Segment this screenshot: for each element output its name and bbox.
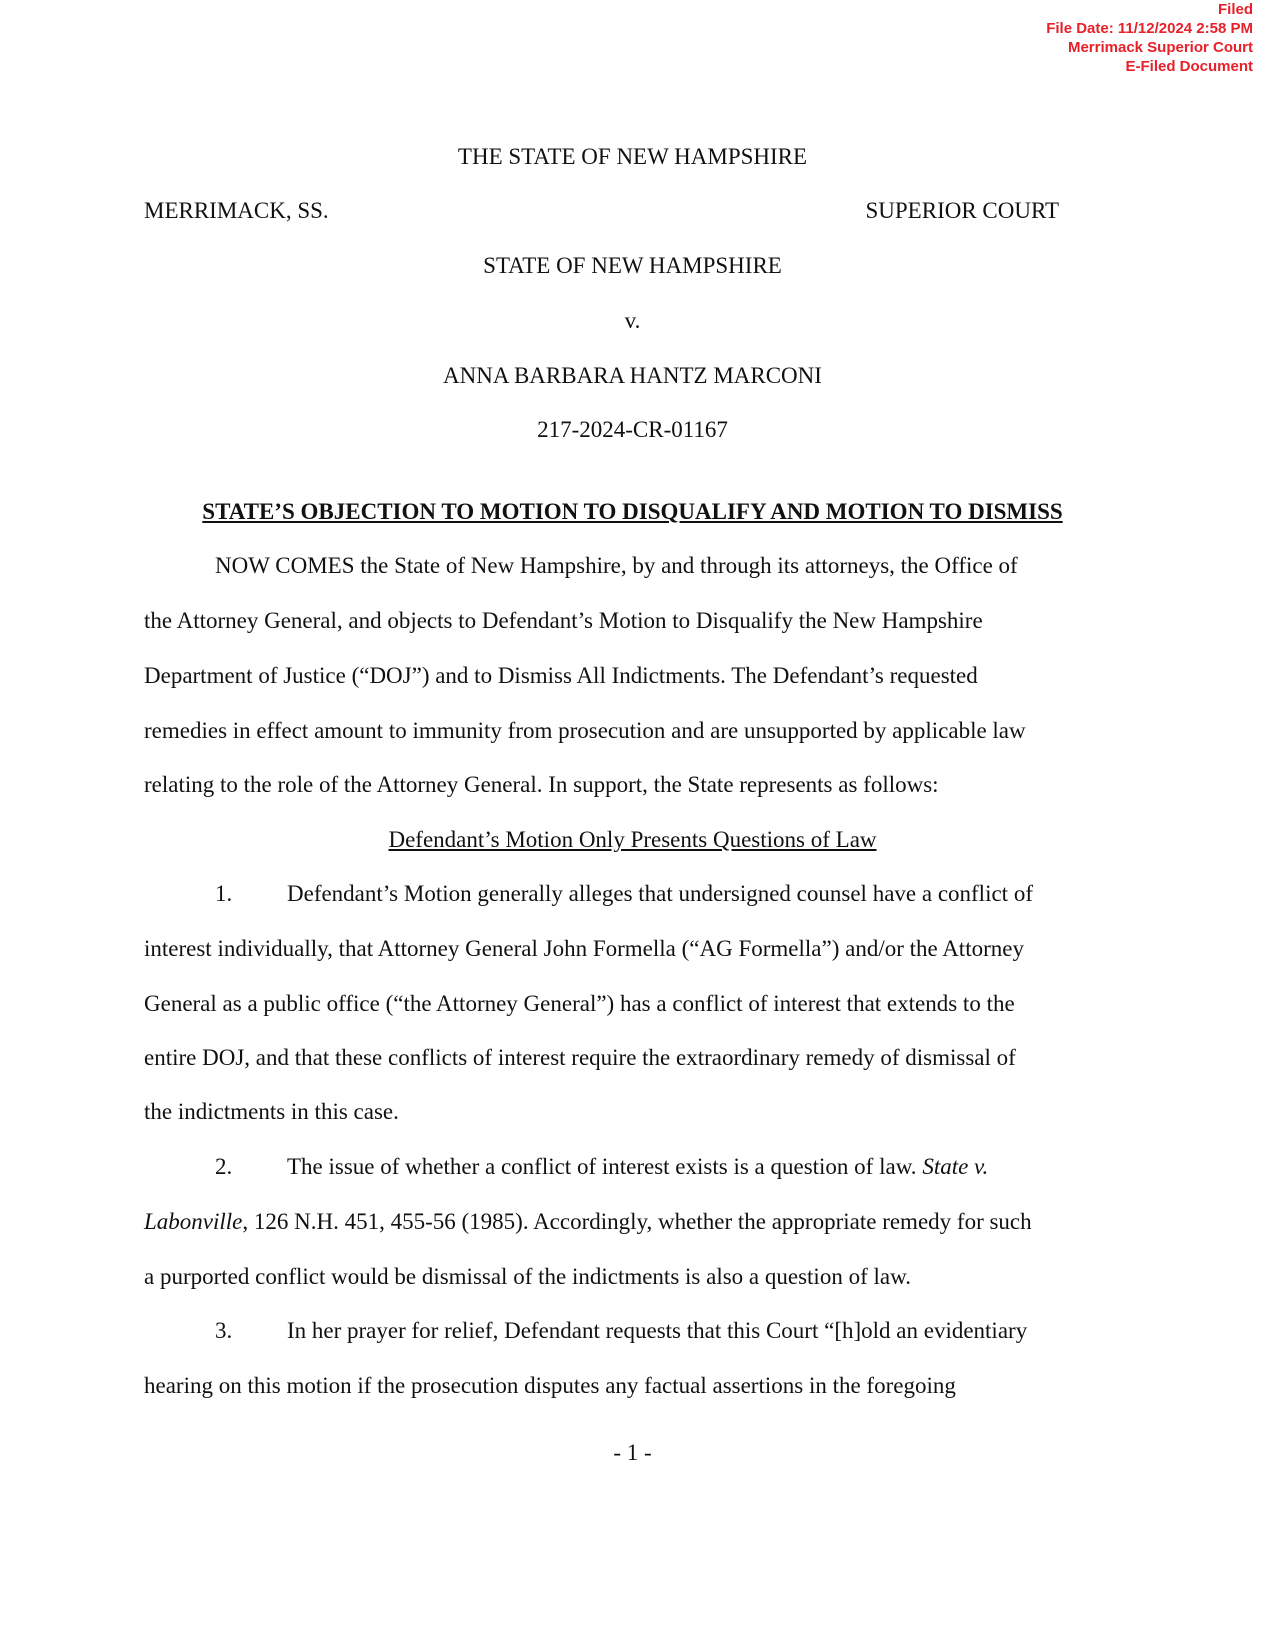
- paragraph-2-first-line: [215, 1152, 988, 1182]
- intro-line: remedies in effect amount to immunity from prosecution and are unsupported by applicable law: [144, 718, 1026, 743]
- paragraph-line: entire DOJ, and that these conflicts of interest require the extraordinary remedy of dismissal of: [144, 1045, 1016, 1070]
- paragraph-text: In her prayer for relief, Defendant requests that this Court “[h]old an evidentiary: [287, 1318, 1028, 1343]
- defendant-name: ANNA BARBARA HANTZ MARCONI: [443, 363, 822, 388]
- paragraph-number: 2.: [215, 1154, 233, 1179]
- stamp-efiled: E-Filed Document: [1125, 58, 1253, 75]
- page-number: - 1 -: [613, 1440, 652, 1465]
- paragraph-1-first-line: [215, 879, 1033, 909]
- stamp-court: Merrimack Superior Court: [1067, 39, 1253, 56]
- paragraph-3-first-line: [215, 1316, 1027, 1346]
- paragraph-text: , 126 N.H. 451, 455-56 (1985). Accordingly, whether the appropriate remedy for such: [242, 1209, 1032, 1234]
- section-heading: Defendant’s Motion Only Presents Questions of Law: [388, 827, 877, 852]
- intro-line: NOW COMES the State of New Hampshire, by and through its attorneys, the Office of: [215, 553, 1018, 578]
- paragraph-text: The issue of whether a conflict of interest exists is a question of law.: [287, 1154, 923, 1179]
- paragraph-text: Defendant’s Motion generally alleges that undersigned counsel have a conflict of: [287, 881, 1033, 906]
- case-citation: State v.: [922, 1154, 989, 1179]
- paragraph-line: hearing on this motion if the prosecution disputes any factual assertions in the foregoing: [144, 1373, 956, 1398]
- case-number: 217-2024-CR-01167: [537, 417, 728, 442]
- paragraph-number: 3.: [215, 1318, 233, 1343]
- stamp-filed: Filed: [1217, 1, 1253, 18]
- court-label: SUPERIOR COURT: [865, 198, 1059, 223]
- paragraph-line: General as a public office (“the Attorney General”) has a conflict of interest that extends to the: [144, 991, 1015, 1016]
- paragraph-line: [144, 1207, 1032, 1237]
- stamp-file-date: File Date: 11/12/2024 2:58 PM: [1046, 20, 1253, 37]
- state-heading: THE STATE OF NEW HAMPSHIRE: [457, 144, 808, 169]
- intro-line: Department of Justice (“DOJ”) and to Dismiss All Indictments. The Defendant’s requested: [144, 663, 978, 688]
- paragraph-line: interest individually, that Attorney General John Formella (“AG Formella”) and/or the Attorney: [144, 936, 1024, 961]
- paragraph-line: the indictments in this case.: [144, 1099, 399, 1124]
- case-citation: Labonville: [144, 1209, 243, 1234]
- intro-line: the Attorney General, and objects to Defendant’s Motion to Disqualify the New Hampshire: [144, 608, 983, 633]
- county-label: MERRIMACK, SS.: [144, 198, 329, 223]
- document-title: STATE’S OBJECTION TO MOTION TO DISQUALIFY AND MOTION TO DISMISS: [202, 499, 1063, 524]
- paragraph-number: 1.: [215, 881, 233, 906]
- versus: v.: [624, 308, 641, 333]
- paragraph-line: a purported conflict would be dismissal of the indictments is also a question of law.: [144, 1264, 911, 1289]
- filing-stamp: [1046, 0, 1253, 76]
- plaintiff-name: STATE OF NEW HAMPSHIRE: [483, 253, 782, 278]
- intro-line: relating to the role of the Attorney General. In support, the State represents as follows:: [144, 772, 939, 797]
